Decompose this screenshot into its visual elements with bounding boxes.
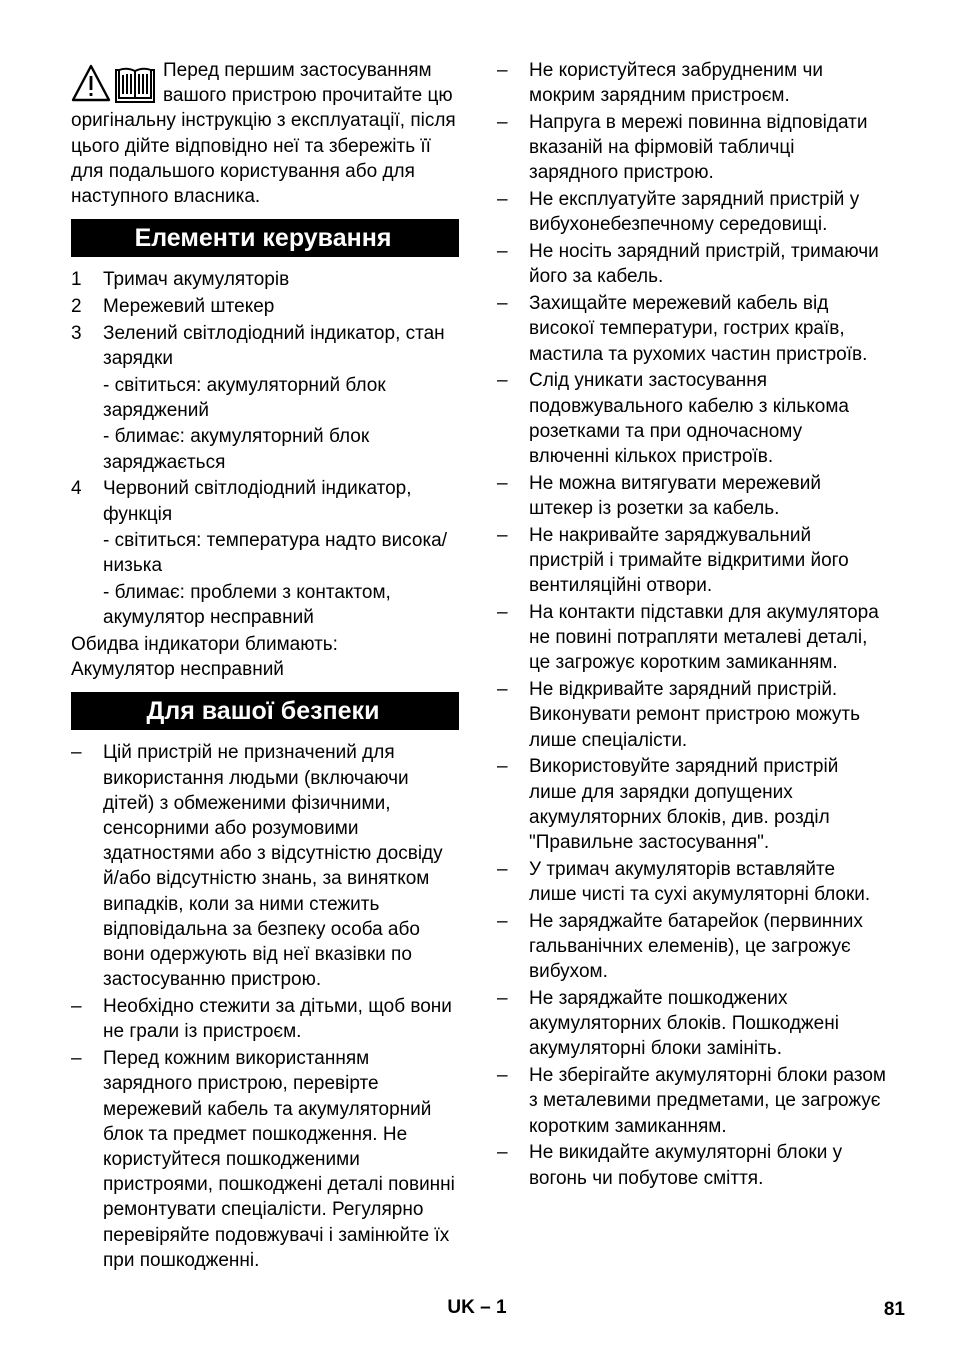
safety-item bbox=[497, 110, 887, 186]
safety-item-text: Необхідно стежити за дітьми, щоб вони не грали із пристроєм. bbox=[103, 996, 452, 1043]
dash-marker: – bbox=[497, 370, 508, 392]
dash-marker: – bbox=[497, 910, 508, 932]
dash-marker: – bbox=[497, 524, 508, 546]
controls-item-text: Червоний світлодіодний індикатор, функція bbox=[103, 478, 412, 525]
safety-item-text: Використовуйте зарядний пристрій лише для зарядки допущених акумуляторних блоків, див. розділ "Правильне застосування". bbox=[529, 756, 839, 854]
safety-item-text: Не накривайте заряджувальний пристрій і тримайте відкритими його вентиляційні отвори. bbox=[529, 524, 849, 597]
safety-item-text: Не відкривайте зарядний пристрій. Виконувати ремонт пристрою можуть лише спеціалісти. bbox=[529, 679, 861, 751]
dash-marker: – bbox=[497, 472, 508, 494]
dash-marker: – bbox=[71, 742, 82, 764]
safety-item bbox=[71, 994, 459, 1044]
safety-item-text: Не користуйтеся забрудненим чи мокрим зарядним пристроєм. bbox=[529, 60, 823, 107]
controls-item bbox=[71, 267, 459, 292]
safety-item-text: Не носіть зарядний пристрій, тримаючи його за кабель. bbox=[529, 241, 879, 288]
safety-item-text: Не експлуатуйте зарядний пристрій у вибухонебезпечному середовищі. bbox=[529, 189, 860, 236]
safety-item-text: Захищайте мережевий кабель від високої температури, гострих країв, мастила та рухомих частин пристроїв. bbox=[529, 293, 868, 365]
safety-item bbox=[497, 368, 887, 469]
safety-item bbox=[497, 523, 887, 599]
safety-item-text: Не можна витягувати мережевий штекер із розетки за кабель. bbox=[529, 472, 821, 520]
controls-item bbox=[71, 476, 459, 526]
intro-text: Перед першим застосуванням вашого пристрою прочитайте цю оригінальну інструкцію з експлуатації, після цього дійте відповідно неї та збережіть її для подальшого користування або для наступного власника. bbox=[71, 60, 456, 208]
controls-subitem: - блимає: акумуляторний блок заряджається bbox=[103, 426, 370, 473]
safety-item bbox=[497, 239, 887, 289]
controls-subitem: - світиться: акумуляторний блок заряджений bbox=[103, 374, 386, 421]
safety-item bbox=[497, 1140, 887, 1190]
safety-item bbox=[497, 986, 887, 1062]
controls-item-number: 2 bbox=[71, 295, 82, 317]
controls-item bbox=[71, 294, 459, 319]
intro-block bbox=[71, 58, 459, 209]
controls-item-number: 3 bbox=[71, 322, 82, 344]
section-heading-controls: Елементи керування bbox=[71, 219, 459, 257]
safety-item-text: Не викидайте акумуляторні блоки у вогонь чи побутове сміття. bbox=[529, 1142, 843, 1189]
dash-marker: – bbox=[497, 241, 508, 263]
dash-marker: – bbox=[497, 988, 508, 1010]
dash-marker: – bbox=[497, 60, 508, 81]
controls-item bbox=[71, 321, 459, 371]
safety-item bbox=[497, 187, 887, 237]
safety-list-left bbox=[71, 740, 459, 1272]
section-heading-safety: Для вашої безпеки bbox=[71, 692, 459, 730]
open-book-icon bbox=[116, 69, 154, 102]
safety-item-text: На контакти підставки для акумулятора не повині потрапляти металеві деталі, це загрожує коротким замиканням. bbox=[529, 602, 879, 674]
controls-item-number: 1 bbox=[71, 269, 82, 291]
safety-item bbox=[497, 1063, 887, 1139]
right-column bbox=[497, 58, 887, 1192]
intro-icons bbox=[71, 62, 163, 108]
dash-marker: – bbox=[497, 1065, 508, 1087]
controls-item-text: Зелений світлодіодний індикатор, стан зарядки bbox=[103, 322, 445, 369]
safety-item-text: Не заряджайте пошкоджених акумуляторних блоків. Пошкоджені акумуляторні блоки замініть. bbox=[529, 988, 839, 1060]
dash-marker: – bbox=[497, 756, 508, 778]
controls-note-2: Акумулятор несправний bbox=[71, 659, 284, 681]
left-column bbox=[71, 58, 459, 1275]
safety-item-text: Цій пристрій не призначений для використання людьми (включаючи дітей) з обмеженими фізичними, сенсорними або розумовими здатностями або з відсутністю досвіду й/або відсутністю знань, за винятком випадків, коли за ними стежить відповідальна за безпеку особа або вони одержують від неї вказівки по застосуванню пристрою. bbox=[103, 742, 443, 991]
controls-note-1: Обидва індикатори блимають: bbox=[71, 634, 338, 656]
safety-item bbox=[497, 754, 887, 855]
dash-marker: – bbox=[497, 858, 508, 880]
safety-item-text: У тримач акумуляторів вставляйте лише чисті та сухі акумуляторні блоки. bbox=[529, 858, 871, 906]
safety-item bbox=[497, 471, 887, 521]
safety-item-text: Слід уникати застосування подовжувального кабелю з кількома розетками та при одночасному влюченні кількох пристроїв. bbox=[529, 370, 849, 468]
controls-subitem: - світиться: температура надто висока/низька bbox=[103, 530, 448, 577]
dash-marker: – bbox=[497, 189, 508, 211]
controls-subitem: - блимає: проблеми з контактом, акумулятор несправний bbox=[103, 582, 391, 629]
safety-item bbox=[497, 909, 887, 985]
footer-section-label: UK – 1 bbox=[447, 1297, 507, 1318]
dash-marker: – bbox=[497, 602, 508, 624]
controls-item-text: Тримач акумуляторів bbox=[103, 269, 290, 291]
safety-item bbox=[71, 740, 459, 992]
warning-triangle-icon bbox=[73, 66, 109, 100]
controls-list bbox=[71, 267, 459, 630]
safety-item-text: Не заряджайте батарейок (первинних гальванічних елеменів), це загрожує вибухом. bbox=[529, 910, 863, 983]
warning-book-icons bbox=[71, 62, 163, 108]
controls-item-number: 4 bbox=[71, 478, 82, 500]
footer-page-number: 81 bbox=[883, 1299, 905, 1320]
safety-item-text: Не зберігайте акумуляторні блоки разом з металевими предметами, це загрожує коротким замиканням. bbox=[529, 1065, 886, 1137]
safety-list-right bbox=[497, 58, 887, 1191]
safety-item bbox=[497, 677, 887, 753]
safety-item-text: Напруга в мережі повинна відповідати вказаній на фірмовій табличці зарядного пристрою. bbox=[529, 112, 868, 184]
dash-marker: – bbox=[71, 1048, 82, 1070]
safety-item bbox=[497, 291, 887, 367]
dash-marker: – bbox=[497, 1142, 508, 1164]
controls-item-text: Мережевий штекер bbox=[103, 295, 275, 317]
dash-marker: – bbox=[497, 293, 508, 315]
safety-item bbox=[497, 600, 887, 676]
dash-marker: – bbox=[497, 112, 508, 133]
safety-item bbox=[497, 857, 887, 907]
safety-item bbox=[497, 58, 887, 108]
dash-marker: – bbox=[497, 679, 508, 701]
safety-item-text: Перед кожним використанням зарядного пристрою, перевірте мережевий кабель та акумуляторний блок та предмет пошкодження. Не користуйтеся пошкодженими пристроями, пошкоджені деталі повинні ремонтувати спеціалісти. Регулярно перевіряйте подовжувачі і замінюйте їх при пошкодженні. bbox=[103, 1048, 455, 1271]
safety-item bbox=[71, 1046, 459, 1273]
dash-marker: – bbox=[71, 996, 82, 1018]
